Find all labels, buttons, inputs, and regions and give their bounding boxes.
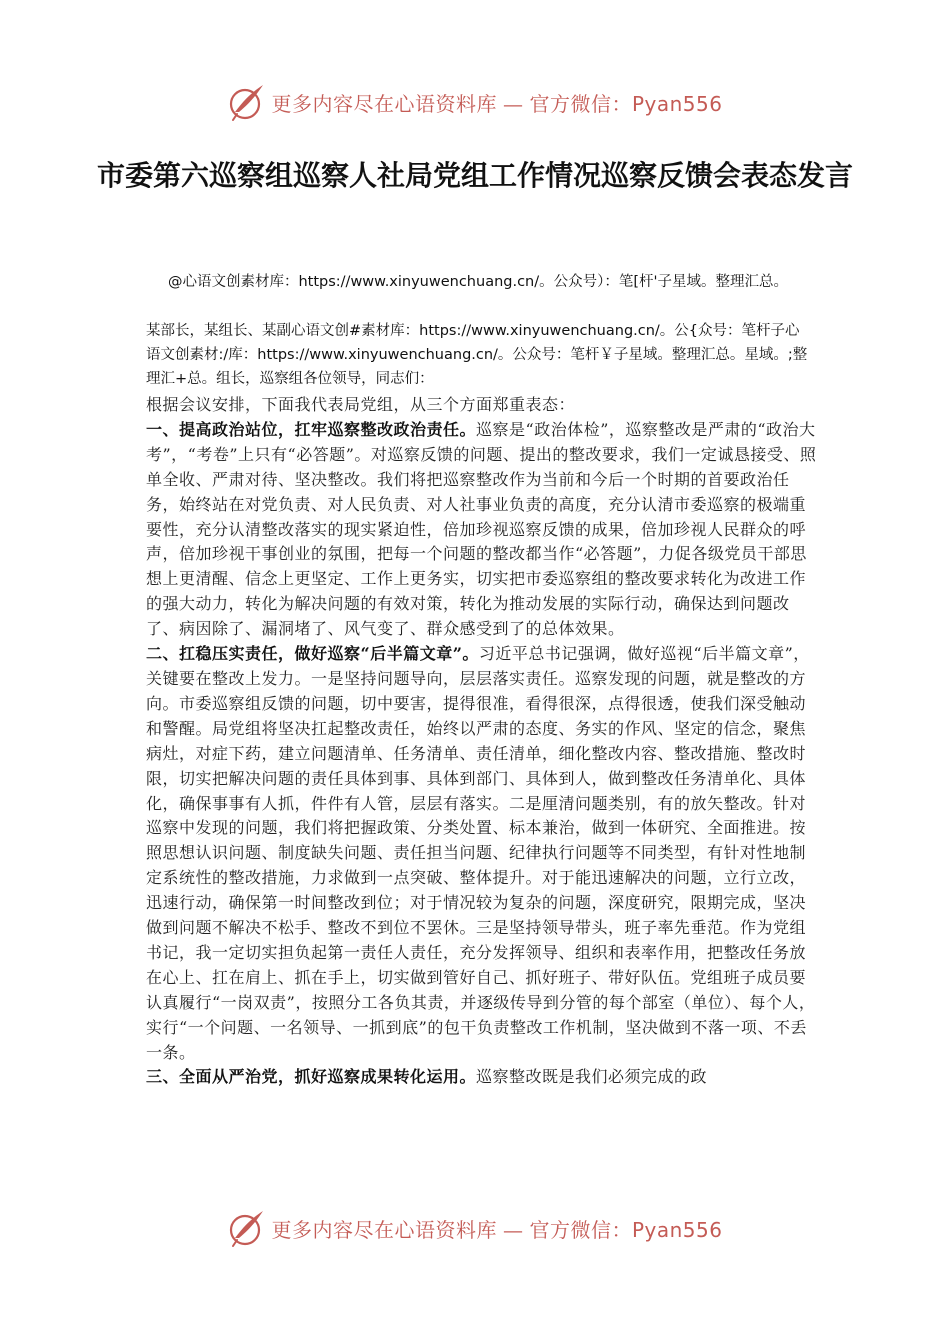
section-2-text: 习近平总书记强调，做好巡视“后半篇文章”，关键要在整改上发力。一是坚持问题导向，层层落实责任。巡察发现的问题，就是整改的方向。市委巡察组反馈的问题，切中要害，提得很准，看得很深，点得很透，使我们深受触动和警醒。局党组将坚决扛起整改责任，始终以严肃的态度、务实的作风、坚定的信念，聚焦病灶，对症下药，建立问题清单、任务清单、责任清单，细化整改内容、整改措施、整改时限，切实把解决问题的责任具体到事、具体到部门、具体到人，做到整改任务清单化、具体化，确保事事有人抓，件件有人管，层层有落实。二是厘清问题类别，有的放矢整改。针对巡察中发现的问题，我们将把握政策、分类处置、标本兼治，做到一体研究、全面推进。按照思想认识问题、制度缺失问题、责任担当问题、纪律执行问题等不同类型，有针对性地制定系统性的整改措施，力求做到一点突破、整体提升。对于能迅速解决的问题，立行立改，迅速行动，确保第一时间整改到位；对于情况较为复杂的问题，深度研究，限期完成，坚决做到问题不解决不松手、整改不到位不罢休。三是坚持领导带头，班子率先垂范。作为党组书记，我一定切实担负起第一责任人责任，充分发挥领导、组织和表率作用，把整改任务放在心上、扛在肩上、抓在手上，切实做到管好自己、抓好班子、带好队伍。党组班子成员要认真履行“一岗双责”，按照分工各负其责，并逐级传导到分管的每个部室（单位）、每个人，实行“一个问题、一名领导、一抓到底”的包干负责整改工作机制，坚决做到不落一项、不丢一条。 bbox=[146, 644, 816, 1062]
header-banner bbox=[0, 80, 950, 124]
source-note-line2: 某部长，某组长、某副心语文创#素材库：https://www.xinyuwenchuang.cn/。公{众号：笔杆子心语文创素材:/库：https://www.xinyuwenchuang.cn/。公众号：笔杆￥子星域。整理汇总。星域。;整理汇+总。组长，巡察组各位领导，同志们： bbox=[146, 323, 808, 387]
section-1-text: 巡察是“政治体检”，巡察整改是严肃的“政治大考”，“考卷”上只有“必答题”。对巡察反馈的问题、提出的整改要求，我们一定诚恳接受、照单全收、严肃对待、坚决整改。我们将把巡察整改作为当前和今后一个时期的首要政治任务，始终站在对党负责、对人民负责、对人社事业负责的高度，充分认清市委巡察的极端重要性，充分认清整改落实的现实紧迫性，倍加珍视巡察反馈的成果，倍加珍视人民群众的呼声，倍加珍视干事创业的氛围，把每一个问题的整改都当作“必答题”，力促各级党员干部思想上更清醒、信念上更坚定、工作上更务实，切实把市委巡察组的整改要求转化为改进工作的强大动力，转化为解决问题的有效对策，转化为推动发展的实际行动，确保达到问题改了、病因除了、漏洞堵了、风气变了、群众感受到了的总体效果。 bbox=[146, 419, 817, 639]
banner-text: 更多内容尽在心语资料库 — 官方微信：Pyan556 bbox=[271, 91, 723, 116]
section-3-heading: 三、全面从严治党，抓好巡察成果转化运用。 bbox=[146, 1067, 477, 1087]
section-3-text: 巡察整改既是我们必须完成的政 bbox=[476, 1067, 708, 1087]
quill-logo-icon bbox=[227, 82, 267, 122]
section-1-heading: 一、提高政治站位，扛牢巡察整改政治责任。 bbox=[146, 419, 477, 439]
section-2-paragraph bbox=[146, 642, 822, 1065]
banner-text: 更多内容尽在心语资料库 — 官方微信：Pyan556 bbox=[271, 1217, 723, 1242]
footer-banner bbox=[0, 1206, 950, 1250]
quill-logo-icon bbox=[227, 1208, 267, 1248]
source-note-line1: @心语文创素材库：https://www.xinyuwenchuang.cn/。公众号）：笔[杆'子星域。整理汇总。 bbox=[167, 274, 789, 290]
document-title: 市委第六巡察组巡察人社局党组工作情况巡察反馈会表态发言 bbox=[96, 159, 853, 192]
section-3-paragraph bbox=[146, 1065, 822, 1090]
intro-paragraph: 根据会议安排，下面我代表局党组，从三个方面郑重表态： bbox=[146, 395, 576, 414]
section-2-heading: 二、扛稳压实责任，做好巡察“后半篇文章”。 bbox=[146, 644, 479, 664]
section-1-paragraph bbox=[146, 418, 822, 642]
document-body bbox=[146, 393, 822, 1090]
